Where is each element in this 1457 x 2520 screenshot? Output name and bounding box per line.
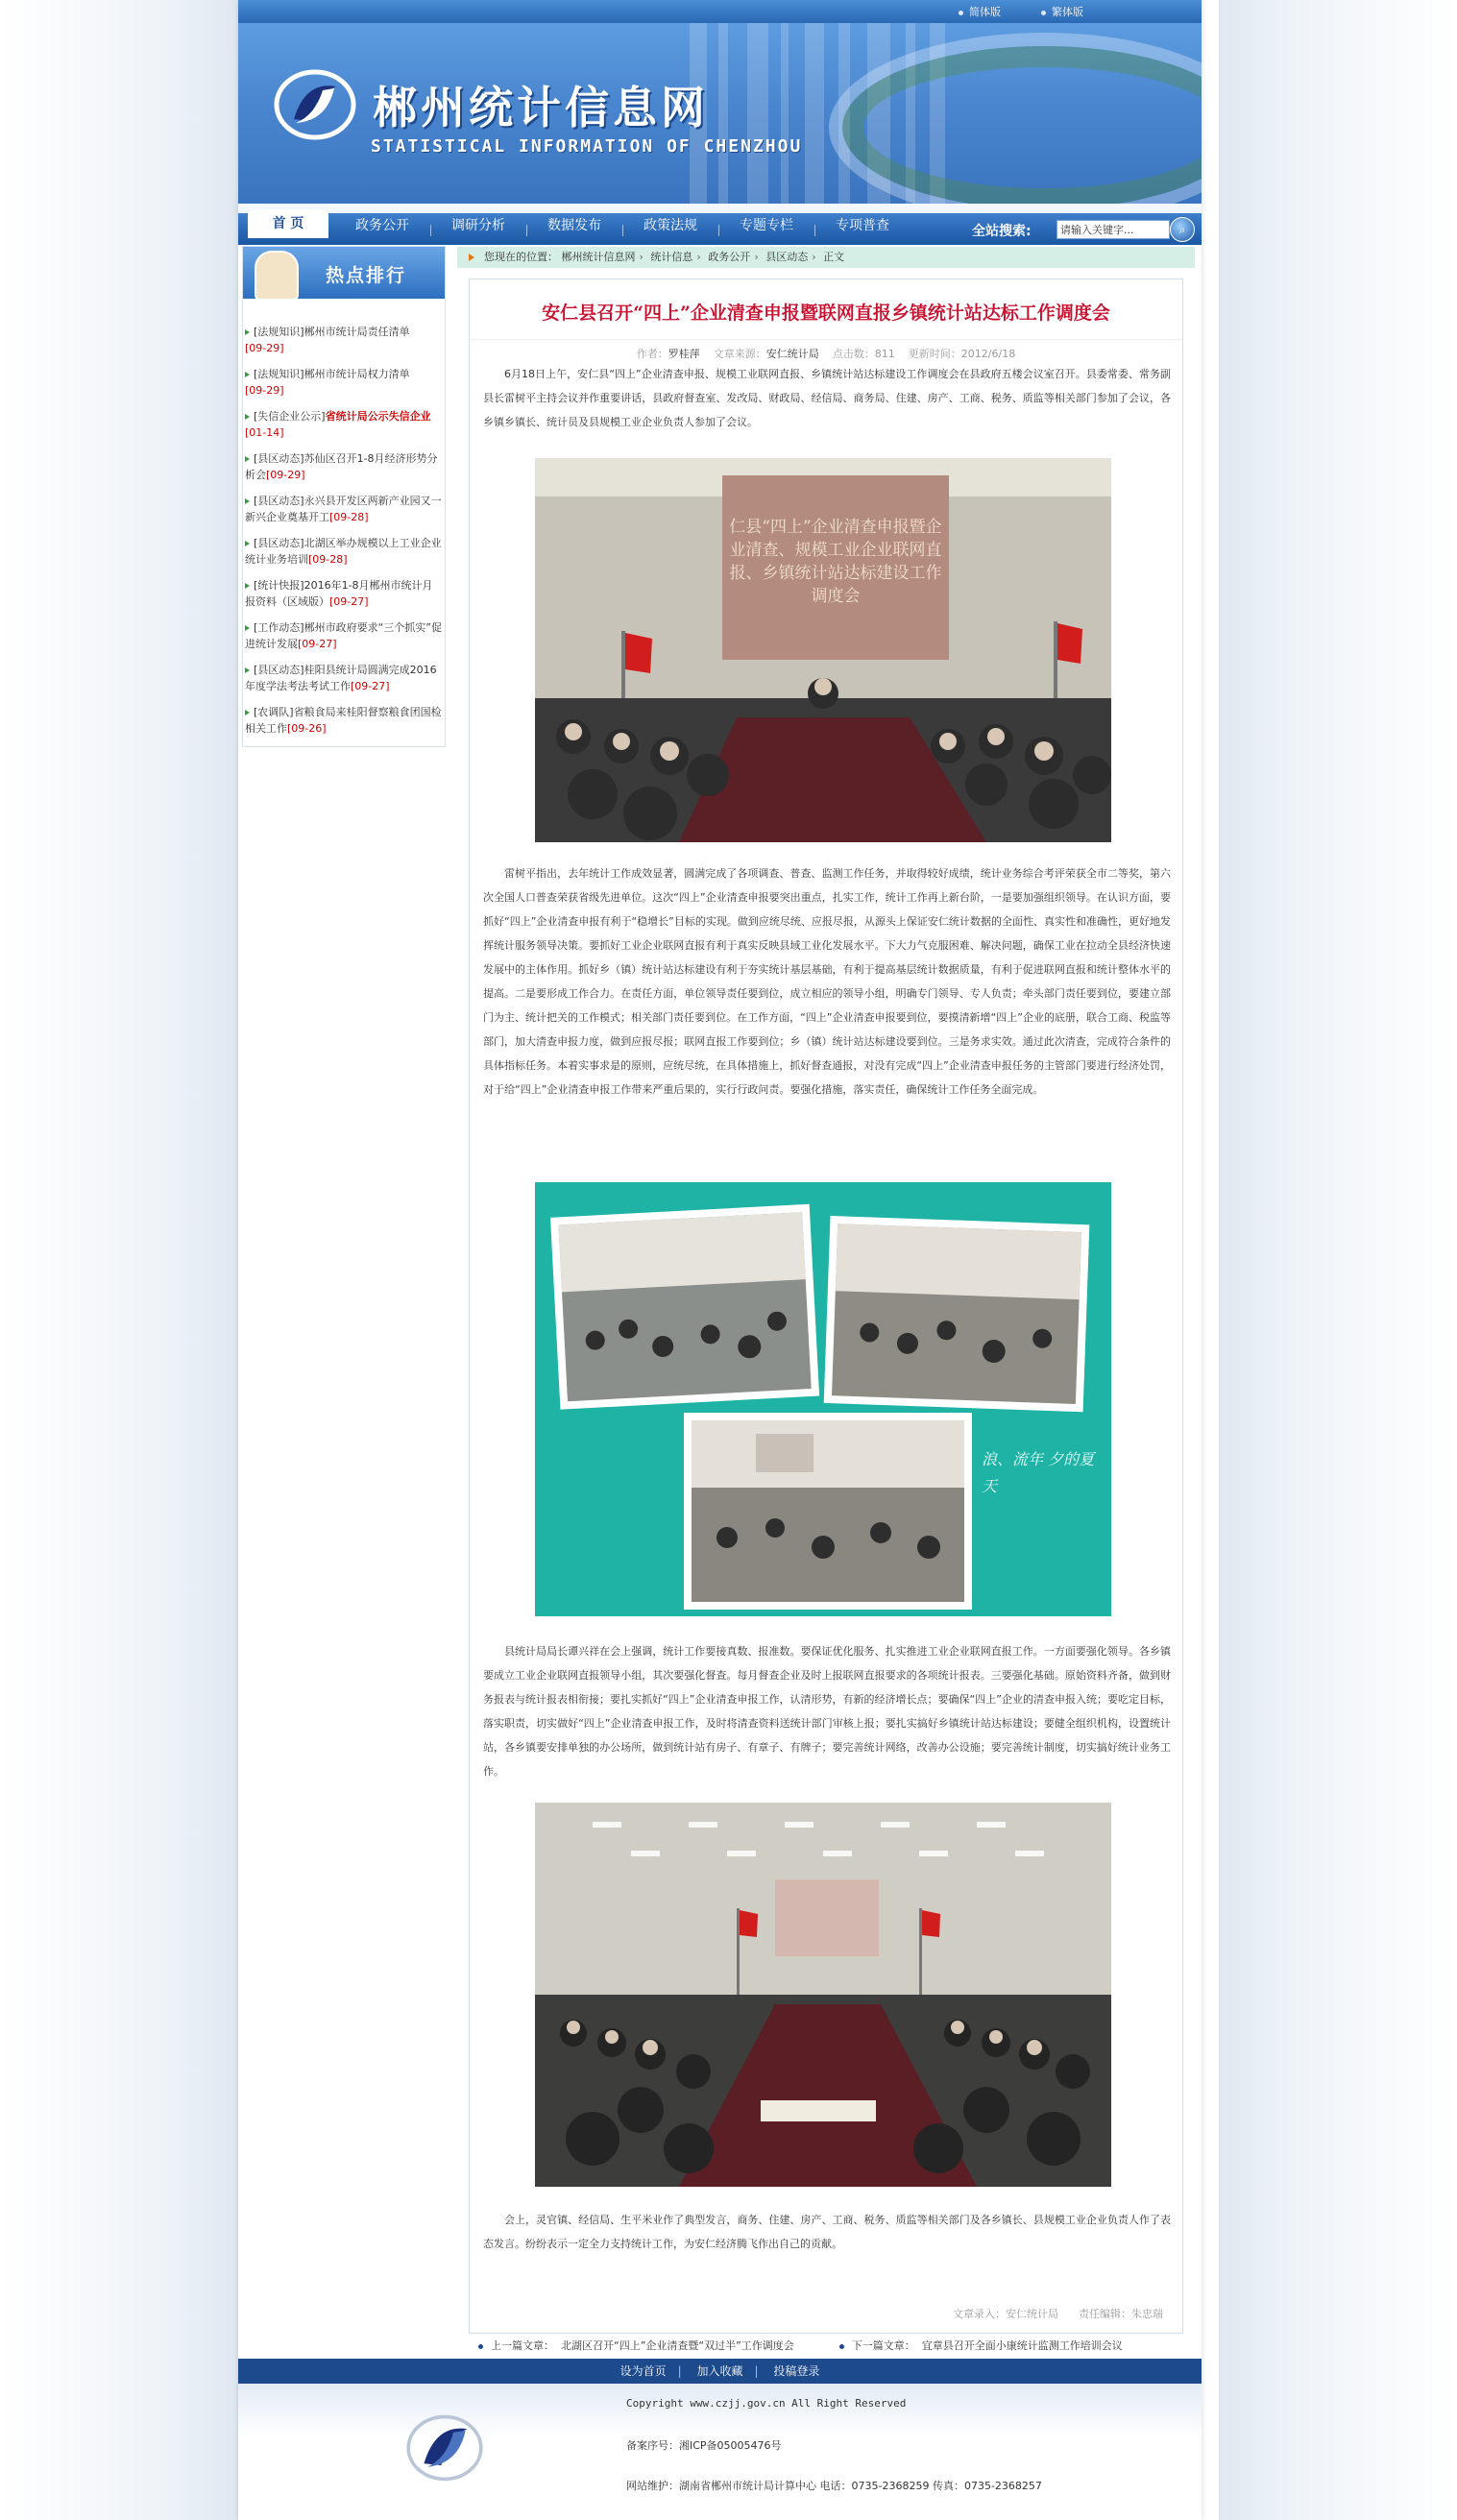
list-item[interactable]: [法规知识]郴州市统计局责任清单 [09-29] — [245, 326, 410, 354]
arrow-icon — [245, 372, 250, 377]
site-maintainer: 网站维护：湖南省郴州市统计局计算中心 电话：0735-2368259 传真：0735-2368257 — [626, 2480, 1042, 2492]
arrow-icon — [245, 710, 250, 715]
article-paragraph: 6月18日上午，安仁县“四上”企业清查申报、规模工业联网直报、乡镇统计站达标建设工作调度会在县政府五楼会议室召开。县委常委、常务副县长雷树平主持会议并作重要讲话，县政府督查室、发改局、财政局、经信局、商务局、住建、房产、工商、税务、质监等相关部门参加了会议，各乡镇乡镇长、统计员及县规模工业企业负责人参加了会议。 — [483, 368, 1171, 428]
prev-article-link[interactable]: 北湖区召开“四上”企业清查暨“双过半”工作调度会 — [561, 2339, 794, 2352]
add-favorite-link[interactable]: 加入收藏 — [696, 2364, 743, 2378]
copyright: Copyright www.czjj.gov.cn All Right Reserved — [626, 2397, 907, 2410]
list-item[interactable]: [统计快报]2016年1-8月郴州市统计月报资料（区域版）[09-27] — [245, 579, 433, 608]
traditional-link[interactable]: 繁体版 — [1041, 4, 1083, 19]
set-homepage-link[interactable]: 设为首页 — [619, 2364, 667, 2378]
top-strip — [238, 0, 1202, 23]
breadcrumb-link[interactable]: 县区动态 — [765, 251, 809, 263]
meeting-photo: 仁县“四上”企业清查申报暨企业清查、规模工业企业联网直报、乡镇统计站达标建设工作调度会 — [535, 458, 1111, 842]
arrow-icon — [245, 625, 250, 631]
article-paragraph: 雷树平指出，去年统计工作成效显著，圆满完成了各项调查、普查、监测工作任务，并取得较好成绩，统计业务综合考评荣获全市二等奖，第六次全国人口普查荣获省级先进单位。这次“四上”企业清查申报要突出重点，扎实工作，统计工作再上新台阶，一是要加强组织领导。在认识方面，要抓好“四上”企业清查申报有利于“稳增长”目标的实现。做到应统尽统、应报尽报，从源头上保证安仁统计数据的全面性、真实性和准确性，更好地发挥统计服务领导决策。要抓好工业企业联网直报有利于真实反映县域工业化发展水平。下大力气克服困难、解决问题，确保工业在拉动全县经济快速发展中的主体作用。抓好乡（镇）统计站达标建设有利于夯实统计基层基础，有利于提高基层统计数据质量，有利于促进联网直报和统计整体水平的提高。二是要形成工作合力。在责任方面，单位领导责任要到位，成立相应的领导小组，明确专门领导、专人负责；牵头部门责任要到位，要建立部门为主、统计把关的工作模式；相关部门责任要到位。在工作方面，“四上”企业清查申报要到位，要摸清新增“四上”企业的底册，联合工商、税监等部门，加大清查申报力度，做到应报尽报；联网直报工作要到位；乡（镇）统计站达标建设要到位。三是务求实效。通过此次清查，完成符合条件的具体指标任务。本着实事求是的原则，应统尽统，在具体措施上，抓好督查通报，对没有完成“四上”企业清查申报任务的主管部门要进行经济处罚，对于给“四上”企业清查申报工作带来严重后果的，实行行政问责。要强化措施，落实责任，确保统计工作任务全面完成。 — [483, 867, 1171, 1096]
arrow-icon — [245, 456, 250, 462]
list-item[interactable]: [县区动态]北湖区举办规模以上工业企业统计业务培训[09-28] — [245, 537, 442, 566]
page-background-left — [0, 0, 238, 2520]
nav-item-gov-affairs[interactable]: 政务公开 — [355, 218, 409, 233]
breadcrumb-link[interactable]: 统计信息 — [650, 251, 693, 263]
breadcrumb: 您现在的位置： 郴州统计信息网 › 统计信息 › 政务公开 › 县区动态 › 正文 — [457, 247, 1195, 268]
nav-item-home[interactable]: 首 页 — [248, 209, 328, 238]
nav-item-topics[interactable]: 专题专栏 — [740, 218, 793, 233]
meeting-hall-photo — [535, 1803, 1111, 2187]
arrow-icon — [245, 414, 250, 420]
nav-item-policy[interactable]: 政策法规 — [644, 218, 697, 233]
bullet-icon — [1041, 11, 1046, 15]
bullet-icon — [839, 2344, 844, 2349]
page-container — [238, 0, 1202, 2520]
list-item[interactable]: [县区动态]永兴县开发区两新产业园又一新兴企业奠基开工[09-28] — [245, 495, 442, 523]
search-label: 全站搜索: — [972, 224, 1032, 239]
bullet-icon — [959, 11, 963, 15]
list-item[interactable]: [法规知识]郴州市统计局权力清单 [09-29] — [245, 368, 410, 397]
page-background-right — [1219, 0, 1457, 2520]
submit-login-link[interactable]: 投稿登录 — [773, 2364, 820, 2378]
prev-next-nav: 上一篇文章： 北湖区召开“四上”企业清查暨“双过半”工作调度会 下一篇文章： 宜章县召开全面小康统计监测工作培训会议 — [469, 2336, 1183, 2357]
nav-item-census[interactable]: 专项普查 — [836, 218, 889, 233]
footer — [238, 2384, 1202, 2520]
hot-ranking-list — [245, 324, 443, 746]
arrow-icon — [245, 329, 250, 335]
nav-item-research[interactable]: 调研分析 — [451, 218, 505, 233]
icp-record: 备案序号：湘ICP备05005476号 — [626, 2439, 782, 2452]
arrow-icon — [245, 541, 250, 546]
breadcrumb-current: 正文 — [823, 251, 845, 263]
search-input[interactable] — [1056, 220, 1170, 239]
person-figure-icon — [255, 251, 299, 301]
main-nav — [238, 204, 1202, 245]
article-paragraph: 会上，灵官镇、经信局、生平米业作了典型发言，商务、住建、房产、工商、税务、质监等相关部门及各乡镇长、县规模工业企业负责人作了表态发言。纷纷表示一定全力支持统计工作，为安仁经济腾飞作出自己的贡献。 — [483, 2214, 1171, 2250]
bullet-icon — [478, 2344, 483, 2349]
hot-ranking-panel — [242, 246, 446, 747]
article-meta: 作者：罗桂萍 文章来源：安仁统计局 点击数：811 更新时间：2012/6/18 — [470, 339, 1182, 361]
article-title: 安仁县召开“四上”企业清查申报暨联网直报乡镇统计站达标工作调度会 — [542, 303, 1110, 324]
simplified-link[interactable]: 简体版 — [959, 4, 1001, 19]
header-banner — [238, 23, 1202, 204]
arrow-icon — [469, 254, 474, 261]
article-paragraph: 县统计局局长谭兴祥在会上强调，统计工作要接真数、报准数。要保证优化服务、扎实推进工业企业联网直报工作。一方面要强化领导。各乡镇要成立工业企业联网直报领导小组，其次要强化督查。每月督查企业及时上报联网直报要求的各项统计报表。三要强化基础。原始资料齐备，做到财务报表与统计报表相衔接；要扎实抓好“四上”企业清查申报工作，认清形势，有新的经济增长点；要确保“四上”企业的清查申报入统；要吃定目标，落实职责，切实做好“四上”企业清查申报工作，及时将清查资料送统计部门审核上报；要扎实搞好乡镇统计站达标建设；要健全组织机构，设置统计站，各乡镇要安排单独的办公场所，做到统计站有房子、有章子、有牌子；要完善统计网络，改善办公设施；要完善统计制度，切实搞好统计业务工作。 — [483, 1645, 1171, 1778]
arrow-icon — [245, 667, 250, 673]
hot-ranking-title: 热点排行 — [326, 265, 407, 286]
footer-logo-icon — [401, 2405, 488, 2491]
next-article-link[interactable]: 宜章县召开全面小康统计监测工作培训会议 — [921, 2339, 1123, 2352]
list-item[interactable]: [农调队]省粮食局来桂阳督察粮食团国检相关工作[09-26] — [245, 706, 442, 735]
search-button[interactable] — [1170, 217, 1195, 242]
list-item[interactable]: [工作动态]郴州市政府要求“三个抓实”促进统计发展[09-27] — [245, 621, 442, 650]
search-icon: ⌕ — [1178, 223, 1186, 236]
hot-ranking-header — [243, 247, 445, 299]
arrow-icon — [245, 498, 250, 504]
list-item[interactable]: [县区动态]桂阳县统计局圆满完成2016年度学法考法考试工作[09-27] — [245, 664, 437, 692]
nav-item-data-release[interactable]: 数据发布 — [547, 218, 601, 233]
list-item[interactable]: [失信企业公示]省统计局公示失信企业[01-14] — [245, 410, 431, 439]
site-subtitle: STATISTICAL INFORMATION OF CHENZHOU — [371, 136, 803, 157]
breadcrumb-link[interactable]: 郴州统计信息网 — [561, 251, 636, 263]
meeting-collage-photo: 浪、流年 夕的夏天 — [535, 1182, 1111, 1616]
logo-icon — [267, 61, 363, 148]
footer-links: 设为首页 | 加入收藏 | 投稿登录 — [238, 2359, 1202, 2384]
article — [469, 279, 1183, 2334]
arrow-icon — [245, 583, 250, 589]
breadcrumb-link[interactable]: 政务公开 — [708, 251, 751, 263]
site-title: 郴州统计信息网 — [373, 82, 709, 133]
list-item[interactable]: [县区动态]苏仙区召开1-8月经济形势分析会[09-29] — [245, 452, 438, 481]
article-footer: 文章录入：安仁统计局 责任编辑：朱忠瑞 — [953, 2308, 1163, 2320]
